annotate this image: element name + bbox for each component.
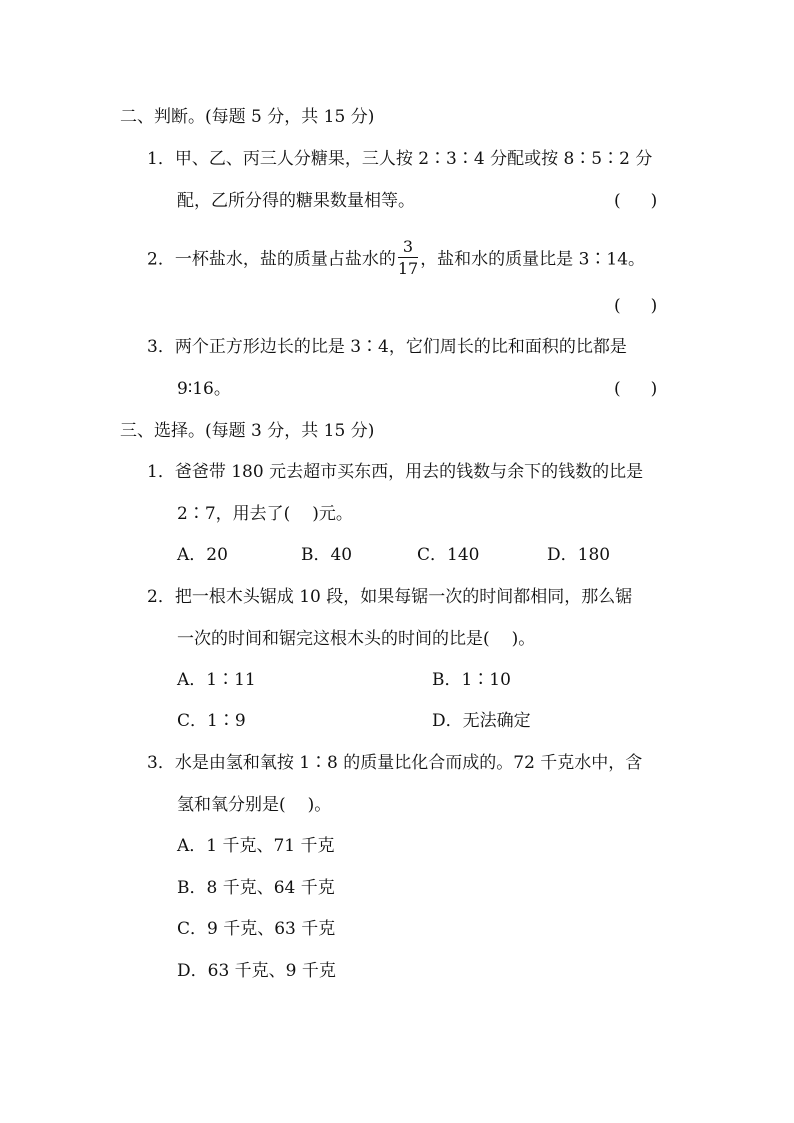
judge-q3-line2: 9∶16。 (177, 379, 231, 399)
judge-q2-prefix: 2．一杯盐水，盐的质量占盐水的 (147, 249, 396, 270)
choice-q2-option-c[interactable]: C．1∶9 (177, 711, 246, 731)
judge-q2-line1 (147, 237, 646, 278)
fraction-denominator: 17 (397, 259, 419, 278)
choice-q2-line2 (177, 627, 535, 651)
judge-q3-line1: 3．两个正方形边长的比是 3∶4，它们周长的比和面积的比都是 (147, 337, 627, 357)
choice-q2-option-d[interactable]: D．无法确定 (432, 711, 531, 731)
paren-open: ( (614, 379, 621, 399)
choice-q1-stem-a: 2∶7，用去了( (177, 504, 291, 524)
choice-q2-stem-b: )。 (511, 629, 536, 649)
choice-q2-line1: 2．把一根木头锯成 10 段，如果每锯一次的时间都相同，那么锯 (147, 587, 633, 607)
choice-q1-line1: 1．爸爸带 180 元去超市买东西，用去的钱数与余下的钱数的比是 (147, 462, 644, 482)
choice-q1-option-a[interactable]: A．20 (177, 545, 228, 565)
choice-q3-option-b[interactable]: B．8 千克、64 千克 (177, 878, 335, 898)
paren-close: ) (650, 379, 658, 399)
choice-q2-option-a[interactable]: A．1∶11 (177, 670, 256, 690)
choice-q2-stem-a: 一次的时间和锯完这根木头的时间的比是( (177, 629, 490, 649)
paren-open: ( (614, 191, 621, 211)
choice-q1-stem-b: )元。 (312, 504, 353, 524)
paren-close: ) (650, 191, 658, 211)
section-3-heading: 三、选择。(每题 3 分，共 15 分) (120, 421, 375, 441)
choice-q1-option-b[interactable]: B．40 (301, 545, 353, 565)
judge-q2-suffix: ，盐和水的质量比是 3∶14。 (420, 249, 646, 270)
judge-q3-answer-blank[interactable] (614, 377, 657, 401)
choice-q3-option-a[interactable]: A．1 千克、71 千克 (177, 836, 335, 856)
choice-q3-stem-b: )。 (307, 795, 332, 815)
fraction (398, 239, 418, 277)
choice-q3-option-d[interactable]: D．63 千克、9 千克 (177, 961, 336, 981)
judge-q1-line2: 配，乙所分得的糖果数量相等。 (177, 191, 415, 211)
section-2-heading: 二、判断。(每题 5 分，共 15 分) (120, 107, 375, 127)
choice-q3-line1: 3．水是由氢和氧按 1∶8 的质量比化合而成的。72 千克水中，含 (147, 753, 643, 773)
choice-q2-option-b[interactable]: B．1∶10 (432, 670, 511, 690)
choice-q3-stem-a: 氢和氧分别是( (177, 795, 286, 815)
judge-q1-line1: 1．甲、乙、丙三人分糖果，三人按 2∶3∶4 分配或按 8∶5∶2 分 (147, 149, 653, 169)
choice-q1-line2 (177, 502, 353, 526)
judge-q1-answer-blank[interactable] (614, 189, 657, 213)
choice-q1-option-c[interactable]: C．140 (417, 545, 480, 565)
choice-q1-option-d[interactable]: D．180 (547, 545, 611, 565)
paren-close: ) (650, 296, 658, 316)
fraction-numerator: 3 (398, 239, 418, 258)
paren-open: ( (614, 296, 621, 316)
judge-q2-answer-blank[interactable] (614, 294, 657, 318)
choice-q3-option-c[interactable]: C．9 千克、63 千克 (177, 919, 336, 939)
choice-q3-line2 (177, 793, 331, 817)
